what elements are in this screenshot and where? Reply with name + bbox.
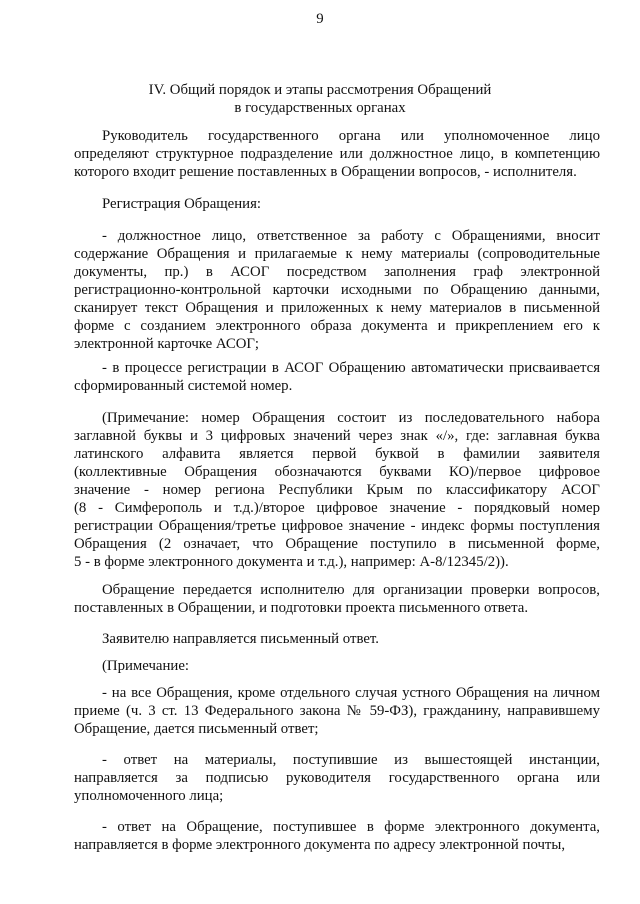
paragraph-line: электронной карточке АСОГ;: [74, 336, 260, 352]
paragraph-line: 5 - в форме электронного документа и т.д.), например: А-8/12345/2)).: [74, 554, 509, 570]
paragraph-line: которого входит решение поставленных в Обращении вопросов, - исполнителя.: [74, 164, 577, 180]
paragraph-line: направляется в форме электронного документа по адресу электронной почты,: [74, 837, 566, 853]
paragraph-line: значение - номер региона Республики Крым по классификатору АСОГ: [74, 482, 600, 498]
paragraph-line: - в процессе регистрации в АСОГ Обращению автоматически присваивается: [102, 360, 600, 376]
paragraph-line: приеме (ч. 3 ст. 13 Федерального закона № 59-ФЗ), гражданину, направившему: [74, 703, 600, 719]
paragraph-line: уполномоченного лица;: [74, 788, 224, 804]
paragraph-line: Заявителю направляется письменный ответ.: [102, 631, 379, 647]
paragraph-line: содержание Обращения и прилагаемые к нему материалы (сопроводительные: [74, 246, 600, 262]
paragraph-line: Обращение передается исполнителю для организации проверки вопросов,: [102, 582, 600, 598]
paragraph-line: - должностное лицо, ответственное за работу с Обращениями, вносит: [102, 228, 600, 244]
paragraph-line: (Примечание:: [102, 658, 190, 674]
paragraph-line: (Примечание: номер Обращения состоит из последовательного набора: [102, 410, 600, 426]
paragraph-line: определяют структурное подразделение или должностное лицо, в компетенцию: [74, 146, 600, 162]
page-number: 9: [316, 11, 324, 27]
paragraph-line: форме с созданием электронного образа документа и прикреплением его к: [74, 318, 600, 334]
paragraph-line: - ответ на Обращение, поступившее в форме электронного документа,: [102, 819, 600, 835]
paragraph-line: заглавной буквы и 3 цифровых значений через знак «/», где: заглавная буква: [74, 428, 600, 444]
paragraph-line: направляется за подписью руководителя государственного органа или: [74, 770, 600, 786]
paragraph-line: сканирует текст Обращения и приложенных к нему материалов в письменной: [74, 300, 600, 316]
paragraph-line: регистрации Обращения/третье цифровое значение - индекс формы поступления: [74, 518, 600, 534]
paragraph-line: - на все Обращения, кроме отдельного случая устного Обращения на личном: [102, 685, 600, 701]
paragraph-line: поставленных в Обращении, и подготовки проекта письменного ответа.: [74, 600, 529, 616]
paragraph-line: регистрационно-контрольной карточки исходными по Обращению данными,: [74, 282, 600, 298]
paragraph-line: Обращения (2 означает, что Обращение поступило в письменной форме,: [74, 536, 600, 552]
paragraph-line: документы, пр.) в АСОГ посредством заполнения граф электронной: [74, 264, 600, 280]
paragraph-line: Обращение, дается письменный ответ;: [74, 721, 319, 737]
paragraph-line: Регистрация Обращения:: [102, 196, 262, 212]
paragraph-line: (8 - Симферополь и т.д.)/второе цифровое значение - порядковый номер: [74, 500, 600, 516]
paragraph-line: (коллективные Обращения обозначаются буквами КО)/первое цифровое: [74, 464, 600, 480]
paragraph-line: латинского алфавита является первой буквой в фамилии заявителя: [74, 446, 600, 462]
paragraph-line: - ответ на материалы, поступившие из вышестоящей инстанции,: [102, 752, 600, 768]
paragraph-line: Руководитель государственного органа или уполномоченное лицо: [102, 128, 600, 144]
paragraph-line: сформированный системой номер.: [74, 378, 293, 394]
section-heading: IV. Общий порядок и этапы рассмотрения Обращений: [148, 82, 492, 98]
section-heading: в государственных органах: [234, 100, 406, 116]
